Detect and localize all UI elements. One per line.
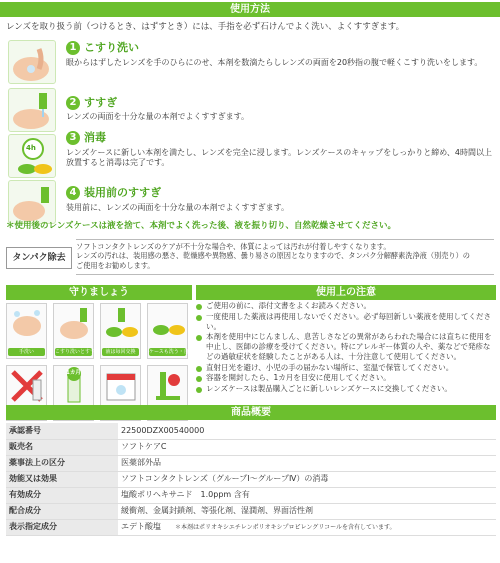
step4-text: 装用前に、レンズの両面を十分な量の本剤でよくすすぎます。 — [66, 203, 289, 212]
spec-value-text: エデト酸塩 — [121, 521, 161, 531]
step1-title-text: こすり洗い — [84, 41, 139, 54]
rule-cell-case-dry — [147, 303, 204, 359]
spec-key: 販売名 — [6, 439, 118, 455]
spec-key: 承認番号 — [6, 423, 118, 439]
rule-cell-replace — [100, 303, 141, 359]
tanpaku-line-2: レンズの汚れは、装用感の悪さ、乾燥感や異物感、曇り易さの原因となりますので、タンパク分解酵素洗浄液（別売り）の — [76, 251, 470, 261]
rule-label-rub: こすり洗いとすすぎ — [55, 349, 101, 355]
spec-table — [6, 423, 496, 536]
spec-value: ソフトケアC — [118, 439, 496, 455]
notes-header: 使用上の注意 — [196, 285, 496, 300]
step2-text: レンズの両面を十分な量の本剤でよくすすぎます。 — [66, 112, 249, 121]
case-warning: ＊使用後のレンズケースは液を捨て、本剤でよく洗った後、液を振り切り、自然乾燥させてください。 — [6, 221, 396, 231]
spec-value: 塩酸ポリヘキサニド 1.0ppm 含有 — [118, 487, 496, 503]
step1-title — [66, 41, 139, 55]
step3-title-text: 消毒 — [84, 131, 106, 144]
rule-label-replace: 液は毎回交換 — [102, 348, 139, 356]
table-row — [6, 423, 496, 439]
step4-illustration — [8, 180, 56, 224]
table-row — [6, 439, 496, 455]
step3-title — [66, 131, 106, 145]
rule-label-handwash: 手洗い — [8, 348, 45, 356]
note-item: 一度使用した薬液は再使用しないでください。必ず毎回新しい薬液を使用してください。 — [196, 312, 496, 332]
rule-cell-handwash — [6, 303, 47, 359]
tanpaku-line-1: ソフトコンタクトレンズのケアが不十分な場合や、体質によっては汚れが付着しやすくなります。 — [76, 242, 391, 251]
usage-intro: レンズを取り扱う前（つけるとき、はずすとき）には、手指を必ず石けんでよく洗い、よくすすぎます。 — [6, 22, 405, 32]
note-item: 本剤を使用中にじんましん、息苦しさなどの異常があらわれた場合には直ちに使用を中止し、医師の診療を受けてください。特にアレルギー体質の人や、薬などで発疹などの過敏症状を経験したことがある人は、十分注意して使用してください。 — [196, 332, 496, 361]
spec-key: 薬事法上の区分 — [6, 455, 118, 471]
rules-header: 守りましょう — [6, 285, 192, 300]
tanpaku-label: タンパク除去 — [6, 247, 72, 269]
step4-title — [66, 186, 161, 200]
spec-footnote: ＊本剤はポリオキシエチレンポリオキシプロピレングリコールを含有しています。 — [175, 523, 396, 531]
spec-key: 配合成分 — [6, 503, 118, 519]
step3-number: 3 — [66, 131, 80, 145]
note-item: 直射日光を避け、小児の手の届かない場所に、室温で保管してください。 — [196, 363, 496, 373]
table-row — [6, 503, 496, 519]
note-item: レンズケースは製品購入ごとに新しいレンズケースに交換してください。 — [196, 384, 496, 394]
spec-header: 商品概要 — [6, 405, 496, 420]
spec-key: 有効成分 — [6, 487, 118, 503]
step2-number: 2 — [66, 96, 80, 110]
table-row — [6, 455, 496, 471]
tanpaku-line-3: ご使用をお勧めします。 — [76, 260, 155, 270]
step4-number: 4 — [66, 186, 80, 200]
spec-key: 表示指定成分 — [6, 519, 118, 535]
month-badge: 1カ月 — [66, 370, 81, 376]
step1-number: 1 — [66, 41, 80, 55]
step1-illustration — [8, 40, 56, 84]
spec-value: 22500DZX00540000 — [118, 423, 496, 439]
step2-title-text: すすぎ — [84, 96, 118, 109]
step3-illustration — [8, 134, 56, 178]
step3-text: レンズケースに新しい本剤を満たし、レンズを完全に浸します。レンズケースのキャップをしっかりと締め、4時間以上放置すると消毒は完了です。 — [66, 148, 493, 168]
step4-title-text: 装用前のすすぎ — [84, 186, 162, 199]
step3-timer-label: 4h — [26, 144, 36, 152]
note-item: 容器を開封したら、1カ月を目安に使用してください。 — [196, 373, 496, 383]
spec-value: 緩衝剤、金属封鎖剤、等張化剤、湿潤剤、界面活性剤 — [118, 503, 496, 519]
spec-value — [118, 519, 496, 535]
table-row — [6, 487, 496, 503]
table-row — [6, 519, 496, 535]
table-row — [6, 471, 496, 487]
spec-key: 効能又は効果 — [6, 471, 118, 487]
step2-illustration — [8, 88, 56, 132]
step1-text: 眼からはずしたレンズを手のひらにのせ、本剤を数滴たらしレンズの両面を20秒指の腹で軽くこすり洗いをします。 — [66, 58, 483, 67]
notes-list — [196, 301, 496, 395]
usage-header: 使用方法 — [0, 2, 500, 17]
spec-value: ソフトコンタクトレンズ（グループⅠ～グループⅣ）の消毒 — [118, 471, 496, 487]
step2-title — [66, 96, 117, 110]
spec-value: 医薬部外品 — [118, 455, 496, 471]
rule-cell-rub — [53, 303, 101, 359]
rule-label-case-dry: ケースも洗う・自然乾燥 — [149, 349, 204, 355]
tanpaku-description — [76, 239, 494, 275]
note-item: ご使用の前に、添付文書をよくお読みください。 — [196, 301, 496, 311]
